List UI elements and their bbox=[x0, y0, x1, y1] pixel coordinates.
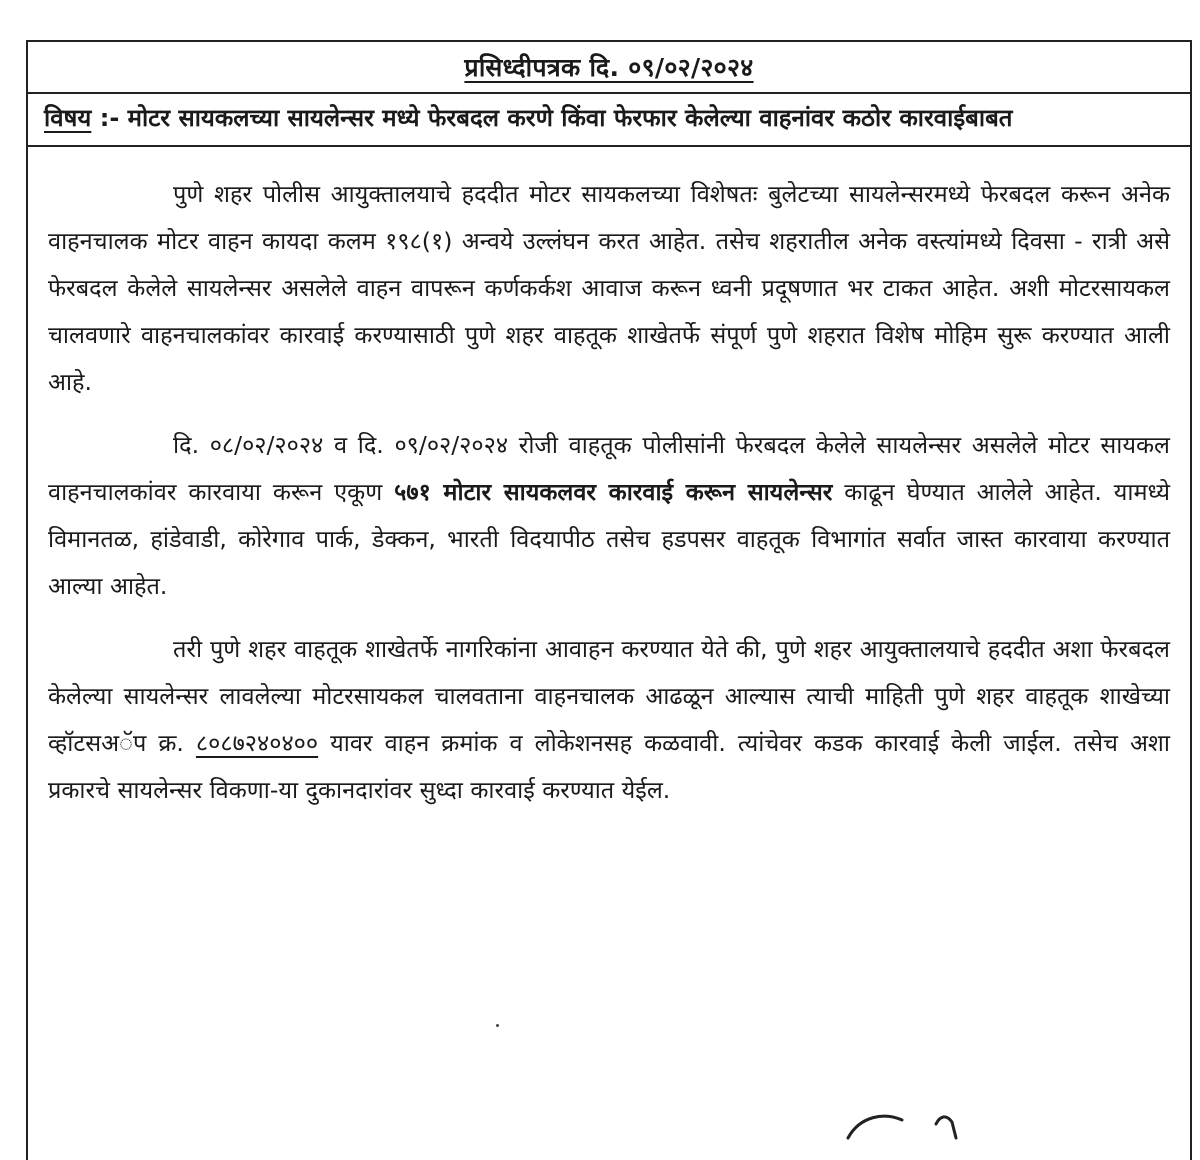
notice-title: प्रसिध्दीपत्रक दि. ०९/०२/२०२४ bbox=[464, 53, 754, 82]
whatsapp-number: ८०८७२४०४०० bbox=[195, 729, 319, 757]
paragraph-3-text-a: तरी पुणे शहर वाहतूक शाखेतर्फे नागरिकांना आवाहन करण्यात येते की, पुणे शहर आयुक्तालयाचे हददीत अशा फेरबदल केलेल्या सायलेन्सर लावलेल्या मोटरसायकल चालवताना वाहनचालक आढळून आल्यास त्याची माहिती पुणे शहर वाहतूक शाखेच्या व्हॉटसअॅप क्र. bbox=[48, 635, 1170, 757]
ink-dot bbox=[496, 1024, 499, 1027]
paragraph-2-text-a: दि. ०८/०२/२०२४ व दि. ०९/०२/२०२४ रोजी वाहतूक पोलीसांनी फेरबदल केलेले सायलेन्सर असलेले मोटर सायकल वाहनचालकांवर कारवाया करून एकूण bbox=[48, 431, 1170, 506]
paragraph-2-bold: ५७१ मोटार सायकलवर कारवाई करून सायलेन्सर bbox=[394, 478, 833, 506]
paragraph-3 bbox=[48, 626, 1170, 814]
subject-row bbox=[28, 94, 1190, 147]
title-row bbox=[28, 42, 1190, 94]
subject-text: :- मोटर सायकलच्या सायलेन्सर मध्ये फेरबदल करणे किंवा फेरफार केलेल्या वाहनांवर कठोर कारवाईबाबत bbox=[91, 104, 1013, 132]
paragraph-3-text-b: यावर वाहन क्रमांक व लोकेशनसह कळवावी. त्यांचेवर कडक कारवाई केली जाईल. तसेच अशा प्रकारचे सायलेन्सर विकणा-या दुकानदारांवर सुध्दा कारवाई करण्यात येईल. bbox=[48, 729, 1170, 804]
paragraph-2 bbox=[48, 422, 1170, 610]
paragraph-2-text-b: काढून घेण्यात आलेले आहेत. यामध्ये विमानतळ, हांडेवाडी, कोरेगाव पार्क, डेक्कन, भारती विदयापीठ तसेच हडपसर वाहतूक विभागांत सर्वात जास्त कारवाया करण्यात आल्या आहेत. bbox=[48, 478, 1171, 600]
notice-frame bbox=[26, 40, 1192, 1160]
paragraph-1: पुणे शहर पोलीस आयुक्तालयाचे हददीत मोटर सायकलच्या विशेषतः बुलेटच्या सायलेन्सरमध्ये फेरबदल करून अनेक वाहनचालक मोटर वाहन कायदा कलम १९८(१) अन्वये उल्लंघन करत आहेत. तसेच शहरातील अनेक वस्त्यांमध्ये दिवसा - रात्री असे फेरबदल केलेले सायलेन्सर असलेले वाहन वापरून कर्णकर्कश आवाज करून ध्वनी प्रदूषणात भर टाकत आहेत. अशी मोटरसायकल चालवणारे वाहनचालकांवर कारवाई करण्यासाठी पुणे शहर वाहतूक शाखेतर्फे संपूर्ण पुणे शहरात विशेष मोहिम सुरू करण्यात आली आहे. bbox=[48, 180, 1170, 396]
signature-mark bbox=[840, 1110, 980, 1140]
notice-body bbox=[28, 147, 1190, 814]
subject-label: विषय bbox=[44, 104, 92, 132]
